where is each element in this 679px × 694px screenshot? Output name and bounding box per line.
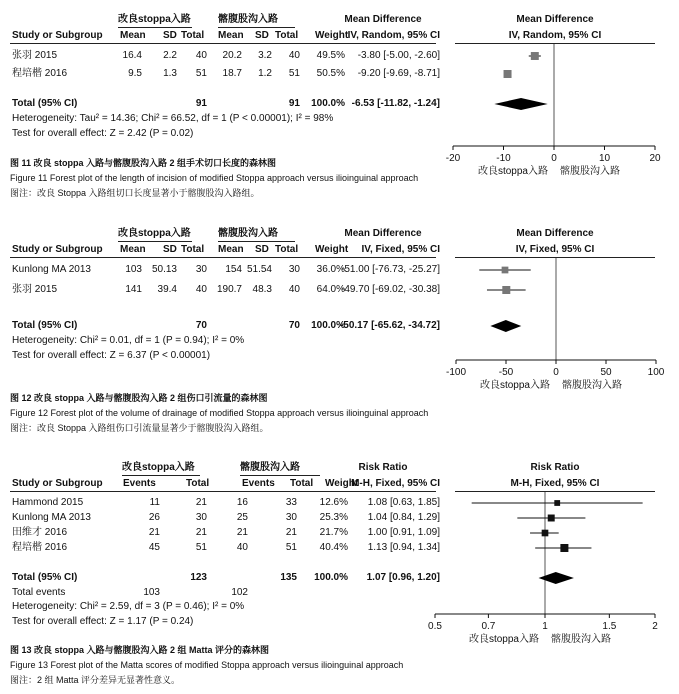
group2-underline bbox=[218, 241, 295, 242]
method-header: IV, Random, 95% CI bbox=[347, 30, 440, 41]
study-cell: 45 bbox=[148, 542, 160, 553]
group1-header: 改良stoppa入路 bbox=[118, 228, 191, 239]
study-cell: 39.4 bbox=[157, 284, 177, 295]
study-cell: 50.5% bbox=[316, 68, 345, 79]
figure-caption-en: Figure 12 Forest plot of the volume of drainage of modified Stoppa approach versus ilioinguinal approach bbox=[10, 408, 429, 418]
study-cell: 20.2 bbox=[222, 50, 242, 61]
study-cell: 51.54 bbox=[246, 264, 272, 275]
total-n1: 70 bbox=[195, 320, 207, 331]
x-tick-label: 0.7 bbox=[481, 621, 496, 632]
study-cell: 33 bbox=[285, 497, 297, 508]
study-name: Kunlong MA 2013 bbox=[12, 264, 91, 275]
figure-note: 图注：改良 Stoppa 入路组伤口引流量显著少于髂腹股沟入路组。 bbox=[10, 423, 269, 433]
study-cell: 25.3% bbox=[319, 512, 348, 523]
col-header: Total bbox=[181, 30, 205, 41]
study-cell: 21 bbox=[195, 497, 207, 508]
col-header: Weight bbox=[325, 478, 359, 489]
study-cell: 3.2 bbox=[258, 50, 272, 61]
figure-caption-cn: 图 11 改良 stoppa 入路与髂腹股沟入路 2 组手术切口长度的森林图 bbox=[10, 158, 277, 168]
total-label: Total (95% CI) bbox=[12, 320, 78, 331]
study-cell: 40 bbox=[288, 284, 300, 295]
figure-caption-cn: 图 13 改良 stoppa 入路与髂腹股沟入路 2 组 Matta 评分的森林图 bbox=[10, 645, 270, 655]
col-header: SD bbox=[163, 244, 177, 255]
x-tick-label: 1.5 bbox=[602, 621, 617, 632]
effect-title: Risk Ratio bbox=[358, 462, 408, 473]
study-header: Study or Subgroup bbox=[12, 478, 103, 489]
x-tick-label: 0 bbox=[553, 367, 559, 378]
table-header-rule bbox=[10, 491, 436, 492]
col-header: Total bbox=[290, 478, 314, 489]
study-cell: 16.4 bbox=[122, 50, 142, 61]
study-cell: 64.0% bbox=[316, 284, 345, 295]
study-cell: 30 bbox=[288, 264, 300, 275]
study-cell: 40 bbox=[195, 284, 207, 295]
study-name: Kunlong MA 2013 bbox=[12, 512, 91, 523]
total-n2: 135 bbox=[280, 572, 297, 583]
x-tick-label: -10 bbox=[496, 153, 511, 164]
study-ci: -9.20 [-9.69, -8.71] bbox=[357, 68, 440, 79]
figure-note: 图注：改良 Stoppa 入路组切口长度显著小于髂腹股沟入路组。 bbox=[10, 188, 260, 198]
group2-underline bbox=[240, 475, 320, 476]
study-cell: 40 bbox=[195, 50, 207, 61]
study-point bbox=[542, 530, 549, 537]
study-name: 田维才 2016 bbox=[12, 527, 68, 538]
total-n2: 70 bbox=[288, 320, 300, 331]
col-header: Total bbox=[275, 30, 299, 41]
x-tick-label: -20 bbox=[445, 153, 461, 164]
study-point bbox=[504, 70, 512, 78]
x-tick-label: 1 bbox=[542, 621, 548, 632]
study-cell: 16 bbox=[236, 497, 248, 508]
favours-right-label: 髂腹股沟入路 bbox=[562, 380, 622, 391]
favours-left-label: 改良stoppa入路 bbox=[468, 634, 539, 645]
x-tick-label: 0.5 bbox=[428, 621, 442, 632]
study-header: Study or Subgroup bbox=[12, 30, 103, 41]
x-tick-label: 0 bbox=[551, 153, 557, 164]
x-tick-label: -100 bbox=[445, 367, 467, 378]
study-cell: 12.6% bbox=[319, 497, 348, 508]
x-tick-label: 50 bbox=[600, 367, 612, 378]
extra-row-v1: 103 bbox=[143, 587, 160, 598]
group1-underline bbox=[122, 475, 200, 476]
study-cell: 21 bbox=[195, 527, 207, 538]
group2-header: 髂腹股沟入路 bbox=[218, 14, 278, 25]
overall-effect: Test for overall effect: Z = 2.42 (P = 0.02) bbox=[12, 128, 194, 139]
study-cell: 21 bbox=[285, 527, 297, 538]
study-ci: 1.08 [0.63, 1.85] bbox=[367, 497, 440, 508]
study-cell: 18.7 bbox=[222, 68, 242, 79]
study-name: 张羽 2015 bbox=[12, 284, 58, 295]
study-cell: 21 bbox=[236, 527, 248, 538]
favours-left-label: 改良stoppa入路 bbox=[479, 380, 550, 391]
col-header: Mean bbox=[218, 244, 244, 255]
pooled-diamond bbox=[494, 98, 547, 110]
study-cell: 51 bbox=[195, 542, 207, 553]
col-header: Mean bbox=[218, 30, 244, 41]
favours-left-label: 改良stoppa入路 bbox=[477, 166, 548, 177]
study-cell: 11 bbox=[149, 497, 160, 508]
study-point bbox=[531, 52, 539, 60]
figure-caption-cn: 图 12 改良 stoppa 入路与髂腹股沟入路 2 组伤口引流量的森林图 bbox=[10, 393, 268, 403]
figure-caption-en: Figure 13 Forest plot of the Matta scores of modified Stoppa approach versus ilioinguinal approach bbox=[10, 660, 404, 670]
study-cell: 40.4% bbox=[319, 542, 348, 553]
group2-underline bbox=[218, 27, 295, 28]
total-ci: 1.07 [0.96, 1.20] bbox=[366, 572, 440, 583]
study-cell: 51 bbox=[285, 542, 297, 553]
group1-header: 改良stoppa入路 bbox=[122, 462, 195, 473]
table-header-rule bbox=[10, 257, 436, 258]
study-cell: 51 bbox=[195, 68, 207, 79]
study-point bbox=[554, 500, 560, 506]
x-tick-label: -50 bbox=[498, 367, 514, 378]
study-cell: 190.7 bbox=[216, 284, 242, 295]
total-label: Total (95% CI) bbox=[12, 98, 78, 109]
x-tick-label: 20 bbox=[649, 153, 661, 164]
study-name: 张羽 2015 bbox=[12, 50, 58, 61]
col-header: Mean bbox=[120, 30, 146, 41]
col-header: SD bbox=[163, 30, 177, 41]
total-n2: 91 bbox=[288, 98, 300, 109]
study-cell: 30 bbox=[195, 264, 207, 275]
group2-header: 髂腹股沟入路 bbox=[218, 228, 278, 239]
forest-plot-1 bbox=[443, 44, 665, 190]
group2-header: 髂腹股沟入路 bbox=[240, 462, 300, 473]
col-header: Mean bbox=[120, 244, 146, 255]
heterogeneity: Heterogeneity: Chi² = 2.59, df = 3 (P = 0.46); I² = 0% bbox=[12, 601, 245, 612]
study-cell: 25 bbox=[236, 512, 248, 523]
col-header: SD bbox=[255, 244, 269, 255]
x-tick-label: 10 bbox=[598, 153, 611, 164]
total-ci: -50.17 [-65.62, -34.72] bbox=[339, 320, 440, 331]
plot-title: Mean Difference bbox=[516, 228, 594, 239]
col-header: Total bbox=[181, 244, 205, 255]
study-point bbox=[502, 286, 510, 294]
study-cell: 1.3 bbox=[163, 68, 177, 79]
total-n1: 123 bbox=[190, 572, 207, 583]
method-header: IV, Fixed, 95% CI bbox=[361, 244, 440, 255]
study-cell: 21 bbox=[148, 527, 160, 538]
heterogeneity: Heterogeneity: Chi² = 0.01, df = 1 (P = 0.94); I² = 0% bbox=[12, 335, 245, 346]
col-header: Total bbox=[186, 478, 210, 489]
study-ci: -3.80 [-5.00, -2.60] bbox=[357, 50, 440, 61]
study-cell: 40 bbox=[236, 542, 248, 553]
study-cell: 26 bbox=[148, 512, 160, 523]
method-header: M-H, Fixed, 95% CI bbox=[351, 478, 440, 489]
col-header: SD bbox=[255, 30, 269, 41]
study-cell: 154 bbox=[225, 264, 242, 275]
study-cell: 9.5 bbox=[128, 68, 142, 79]
group1-header: 改良stoppa入路 bbox=[118, 14, 191, 25]
figure-caption-en: Figure 11 Forest plot of the length of incision of modified Stoppa approach versus ilioinguinal approach bbox=[10, 173, 419, 183]
study-ci: -51.00 [-76.73, -25.27] bbox=[341, 264, 440, 275]
group1-underline bbox=[118, 27, 192, 28]
study-cell: 103 bbox=[125, 264, 142, 275]
table-header-rule bbox=[10, 43, 436, 44]
study-name: 程培楷 2016 bbox=[12, 542, 68, 553]
study-name: 程培楷 2016 bbox=[12, 68, 68, 79]
study-cell: 1.2 bbox=[258, 68, 272, 79]
plot-title: Risk Ratio bbox=[530, 462, 580, 473]
plot-method-header: IV, Random, 95% CI bbox=[508, 30, 602, 41]
col-header: Events bbox=[242, 478, 275, 489]
plot-method-header: IV, Fixed, 95% CI bbox=[515, 244, 595, 255]
total-n1: 91 bbox=[195, 98, 207, 109]
favours-right-label: 髂腹股沟入路 bbox=[560, 166, 620, 177]
pooled-diamond bbox=[539, 572, 574, 584]
study-ci: -49.70 [-69.02, -30.38] bbox=[341, 284, 440, 295]
effect-title: Mean Difference bbox=[344, 228, 422, 239]
study-cell: 49.5% bbox=[316, 50, 345, 61]
heterogeneity: Heterogeneity: Tau² = 14.36; Chi² = 66.52, df = 1 (P < 0.00001); I² = 98% bbox=[12, 113, 334, 124]
figure-note: 图注：2 组 Matta 评分差异无显著性意义。 bbox=[10, 675, 181, 685]
favours-right-label: 髂腹股沟入路 bbox=[551, 634, 611, 645]
study-point bbox=[502, 267, 509, 274]
col-header: Total bbox=[275, 244, 299, 255]
col-header: Weight bbox=[315, 244, 349, 255]
forest-plot-3 bbox=[425, 492, 665, 658]
total-ci: -6.53 [-11.82, -1.24] bbox=[351, 98, 440, 109]
extra-row-v2: 102 bbox=[231, 587, 248, 598]
col-header: Events bbox=[123, 478, 156, 489]
total-weight: 100.0% bbox=[311, 320, 345, 331]
study-cell: 50.13 bbox=[151, 264, 177, 275]
plot-method-header: M-H, Fixed, 95% CI bbox=[510, 478, 600, 489]
pooled-diamond bbox=[490, 320, 521, 332]
study-cell: 51 bbox=[288, 68, 300, 79]
overall-effect: Test for overall effect: Z = 1.17 (P = 0.24) bbox=[12, 616, 194, 627]
overall-effect: Test for overall effect: Z = 6.37 (P < 0.00001) bbox=[12, 350, 211, 361]
effect-title: Mean Difference bbox=[344, 14, 422, 25]
forest-plot-2 bbox=[446, 258, 666, 404]
col-header: Weight bbox=[315, 30, 349, 41]
study-cell: 2.2 bbox=[163, 50, 177, 61]
study-cell: 48.3 bbox=[252, 284, 272, 295]
x-tick-label: 2 bbox=[652, 621, 658, 632]
plot-title: Mean Difference bbox=[516, 14, 594, 25]
total-label: Total (95% CI) bbox=[12, 572, 78, 583]
study-cell: 21.7% bbox=[319, 527, 348, 538]
total-weight: 100.0% bbox=[314, 572, 348, 583]
study-cell: 36.0% bbox=[316, 264, 345, 275]
study-header: Study or Subgroup bbox=[12, 244, 103, 255]
study-ci: 1.00 [0.91, 1.09] bbox=[367, 527, 440, 538]
study-cell: 30 bbox=[285, 512, 297, 523]
extra-row-label: Total events bbox=[12, 587, 66, 598]
study-name: Hammond 2015 bbox=[12, 497, 84, 508]
study-ci: 1.13 [0.94, 1.34] bbox=[367, 542, 440, 553]
total-weight: 100.0% bbox=[311, 98, 345, 109]
study-cell: 40 bbox=[288, 50, 300, 61]
x-tick-label: 100 bbox=[647, 367, 665, 378]
study-cell: 141 bbox=[125, 284, 142, 295]
study-point bbox=[560, 544, 568, 552]
group1-underline bbox=[118, 241, 192, 242]
study-point bbox=[548, 515, 555, 522]
study-cell: 30 bbox=[195, 512, 207, 523]
study-ci: 1.04 [0.84, 1.29] bbox=[367, 512, 440, 523]
